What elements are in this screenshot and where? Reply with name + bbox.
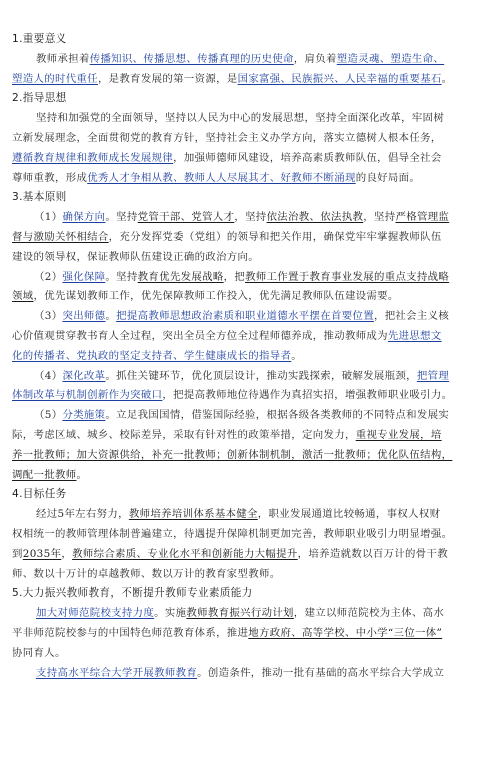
text-segment: 3.基本原则	[12, 191, 67, 204]
text-line	[12, 109, 500, 129]
highlighted-phrase: 深化改革	[62, 369, 106, 382]
section-heading	[12, 485, 500, 505]
text-segment: ，优先谋划教师工作，优先保障教师工作投入，优先满足教师队伍建设需要。	[33, 290, 399, 303]
text-segment: 经过5年左右努力，	[36, 508, 129, 521]
highlighted-phrase: 国家富强、民族振兴、人民幸福的重要基石	[237, 72, 442, 85]
text-segment: 。坚持	[105, 211, 138, 224]
text-segment: ，把	[223, 270, 246, 283]
highlighted-phrase: 把管理	[416, 369, 450, 382]
text-segment: ，坚持	[234, 211, 267, 224]
underlined-phrase: 领域	[12, 290, 34, 303]
text-segment: 。抓住关键环节，优化顶层设计，推动实践探索，破解发展瓶颈，	[105, 369, 417, 382]
text-segment: 教师承担着	[36, 52, 90, 65]
text-segment: ，加强师德师风建设，培养高素质教师队伍，倡导全社会	[173, 151, 442, 164]
text-segment: 到	[12, 547, 23, 560]
highlighted-phrase: 把提高教师思想政治素质和职业道德水平摆在首要位置	[116, 310, 374, 323]
text-line	[12, 386, 500, 406]
highlighted-phrase: 确保方向	[62, 211, 106, 224]
text-line	[12, 129, 500, 149]
text-segment: （1）	[34, 211, 63, 224]
text-line	[12, 268, 500, 288]
section-heading	[12, 89, 500, 109]
text-segment: ，职业发展通道比较畅通，事权人权财	[257, 508, 441, 521]
text-segment: 立新发展理念，全面贯彻党的教育方针，坚持社会主义办学方向，落实立德树人根本任务，	[12, 131, 442, 144]
highlighted-phrase: 体制改革与机制创新作为突破口	[12, 389, 163, 402]
text-segment: ，坚持	[363, 211, 396, 224]
text-segment: 坚持和加强党的全面领导，坚持以人民为中心的发展思想，坚持全面深化改革，牢固树	[36, 112, 445, 125]
text-line	[12, 208, 500, 228]
underlined-phrase: 党管干部、党管人才	[137, 211, 235, 224]
text-segment: ，充分发挥党委（党组）的领导和把关作用，确保党牢牢掌握教师队伍	[108, 230, 442, 243]
text-segment: 。	[291, 349, 303, 362]
text-segment: 的良好局面。	[355, 171, 421, 184]
text-line	[12, 565, 500, 585]
text-segment: 心价值观贯穿教书育人全过程，突出全员全方位全过程师德养成，推动教师成为	[12, 329, 388, 342]
text-line	[12, 169, 500, 189]
text-segment: （2）	[34, 270, 63, 283]
text-segment: 。	[105, 310, 117, 323]
highlighted-phrase: 塑造人的时代重任	[12, 72, 98, 85]
underlined-phrase: 养一批教师；加大资源供给，补充一批教师；创新体制机制，激活一批教师；优化队伍结构，	[12, 448, 453, 461]
text-segment: 尊师重教，形成	[12, 171, 88, 184]
section-heading	[12, 584, 500, 604]
text-line	[12, 505, 500, 525]
underlined-phrase: 教师教育振兴行动计划	[186, 607, 294, 620]
text-segment: 。实施	[154, 607, 187, 620]
text-segment: 建设的领导权，保证教师队伍建设正确的政治方向。	[12, 250, 260, 263]
text-line	[12, 644, 500, 664]
text-segment: ，肩负着	[293, 52, 337, 65]
text-line	[12, 248, 500, 268]
highlighted-phrase: 优秀人才争相从教、教师人人尽展其才、好教师不断涌现	[87, 171, 356, 184]
text-segment: 师、数以十万计的卓越教师、数以万计的教育家型教师。	[12, 567, 281, 580]
text-segment: ，培养造就数以百万计的骨干教	[297, 547, 449, 560]
underlined-phrase: 教师工作置于教育事业发展的重点支持战略	[245, 270, 450, 283]
text-line	[12, 307, 500, 327]
text-segment: 权相统一的教师管理体制普遍建立，待遇提升保障机制更加完善，教师职业吸引力明显增强。	[12, 527, 453, 540]
text-line	[12, 327, 500, 347]
text-line	[12, 446, 500, 466]
underlined-phrase: 严格管理监	[395, 211, 450, 224]
text-line	[12, 149, 500, 169]
text-line	[12, 664, 500, 684]
text-line	[12, 287, 500, 307]
text-segment: （3）	[34, 310, 63, 323]
highlighted-phrase: 分类施策	[62, 409, 106, 422]
text-line	[12, 406, 500, 426]
text-segment: 。	[441, 72, 453, 85]
text-segment: 。立足我国国情，借鉴国际经验，根据各级各类教师的不同特点和发展实	[105, 409, 450, 422]
text-segment: ，建立以师范院校为主体、高水	[293, 607, 445, 620]
text-segment: 。坚持	[105, 270, 138, 283]
underlined-phrase: 重视专业发展，培	[355, 428, 442, 441]
highlighted-phrase: 塑造灵魂、塑造生命、	[336, 52, 445, 65]
text-line	[12, 525, 500, 545]
highlighted-phrase: 突出师德	[62, 310, 106, 323]
text-line	[12, 624, 500, 644]
highlighted-phrase: 支持高水平综合大学开展教师教育	[36, 666, 198, 679]
text-segment: 5.大力振兴教师教育，不断提升教师专业素质能力	[12, 587, 253, 600]
underlined-phrase: 督与激励关怀相结合	[12, 230, 109, 243]
underlined-phrase: 教师综合素质、专业化水平和创新能力大幅提升	[72, 547, 298, 560]
highlighted-phrase: 先进思想文	[387, 329, 442, 342]
text-line	[12, 426, 500, 446]
underlined-phrase: 教育优先发展战略	[137, 270, 224, 283]
text-segment: 。	[76, 468, 88, 481]
text-line	[12, 367, 500, 387]
underlined-phrase: 依法治教、依法执教	[266, 211, 364, 224]
highlighted-phrase: 强化保障	[62, 270, 106, 283]
underlined-phrase: 调配一批教师	[12, 468, 77, 481]
text-segment: 际，考虑区域、城乡、校际差异，采取有针对性的政策举措，定向发力，	[12, 428, 356, 441]
text-segment: （4）	[34, 369, 63, 382]
section-heading	[12, 188, 500, 208]
highlighted-phrase: 化的传播者、党执政的坚定支持者、学生健康成长的指导者	[12, 349, 292, 362]
text-line	[12, 50, 500, 70]
text-line	[12, 604, 500, 624]
text-segment: 4.目标任务	[12, 488, 67, 501]
text-line	[12, 347, 500, 367]
text-line	[12, 545, 500, 565]
highlighted-phrase: 加大对师范院校支持力度	[36, 607, 155, 620]
text-segment: ，把提高教师地位待遇作为真招实招，增强教师职业吸引力。	[162, 389, 453, 402]
underlined-phrase: 教师培养培训体系基本健全	[128, 508, 258, 521]
highlighted-phrase: 传播知识、传播思想、传播真理的历史使命	[89, 52, 294, 65]
text-segment: ，	[61, 547, 73, 560]
text-segment: 1.重要意义	[12, 33, 67, 45]
text-segment: 。创造条件，推动一批有基础的高水平综合大学成立	[197, 666, 445, 679]
text-segment: 协同育人。	[12, 646, 66, 659]
text-line	[12, 466, 500, 486]
text-segment: （5）	[34, 409, 63, 422]
text-line	[12, 228, 500, 248]
text-segment: ，把社会主义核	[373, 310, 450, 323]
text-segment: 2.指导思想	[12, 92, 67, 105]
highlighted-phrase: 遵循教育规律和教师成长发展规律	[12, 151, 174, 164]
text-line	[12, 70, 500, 90]
text-segment: 平非师范院校参与的中国特色师范教育体系，推进	[12, 626, 249, 639]
underlined-phrase: 2035年	[22, 547, 62, 560]
text-segment: ，是教育发展的第一资源，是	[97, 72, 238, 85]
section-heading	[12, 30, 500, 50]
underlined-phrase: 地方政府、高等学校、中小学“三位一体”	[248, 626, 443, 639]
